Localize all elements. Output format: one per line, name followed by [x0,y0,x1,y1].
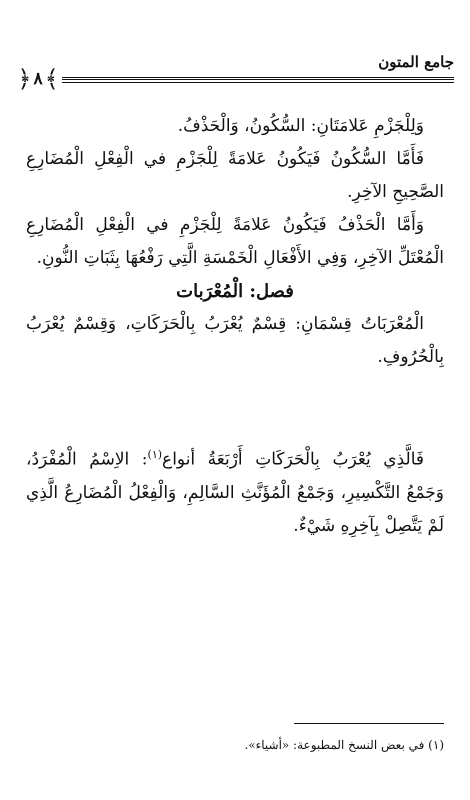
paragraph-harakat-start: فَالَّذِي يُعْرَبُ بِالْحَرَكَاتِ أَرْبَعَةُ أنواع [162,449,424,470]
section-heading: فصل: الْمُعْرَبات [176,281,294,302]
page-number-ornament [16,64,60,94]
paragraph-sukun: فَأَمَّا السُّكُونُ فَيَكُونُ عَلامَةً لِلْجَزْمِ في الْفِعْلِ الْمُضَارِعِ الصَّحِيحِ الآخِرِ. [26,149,444,202]
paragraph-harakat-end: : الاِسْمُ الْمُفْرَدُ، وَجَمْعُ التَّكْسِيرِ، وَجَمْعُ الْمُؤَنَّثِ السَّالِمِ، وَالْفِعْلُ الْمُضَارِعُ الَّذِي لَمْ يَتَّصِلْ بِآخِرِهِ شَيْءٌ. [26,449,444,536]
footnote-reference[interactable]: (١) [147,448,163,461]
footnote-divider [294,723,444,724]
page-header [16,52,454,94]
right-bracket-ornament: ﴿ [17,65,32,93]
paragraph-murabat: الْمُعْرَبَاتُ قِسْمَانِ: قِسْمٌ يُعْرَبُ بِالْحَرَكَاتِ، وَقِسْمٌ يُعْرَبُ بِالْحُرُوفِ. [26,314,444,367]
running-title: جامع المتون [378,53,454,71]
footnote: (١) في بعض النسخ المطبوعة: «أشياء». [244,738,444,752]
paragraph-jazm-signs: وَلِلْجَزْمِ عَلامَتَانِ: السُّكُونُ، وَالْحَذْفُ. [177,116,424,136]
page-number: ٨ [33,69,43,89]
paragraph-hadhf: وَأَمَّا الْحَذْفُ فَيَكُونُ عَلامَةً لِلْجَزْمِ في الْفِعْلِ الْمُضَارِعِ الْمُعْتَلِّ الآخِرِ، وَفِي الأَفْعَالِ الْخَمْسَةِ الَّتِي رَفْعُهَا بِثَبَاتِ النُّونِ. [26,215,444,268]
main-text [26,110,444,543]
left-bracket-ornament: ﴾ [44,65,59,93]
paragraph-harakat [26,438,444,543]
header-rule [62,77,454,83]
